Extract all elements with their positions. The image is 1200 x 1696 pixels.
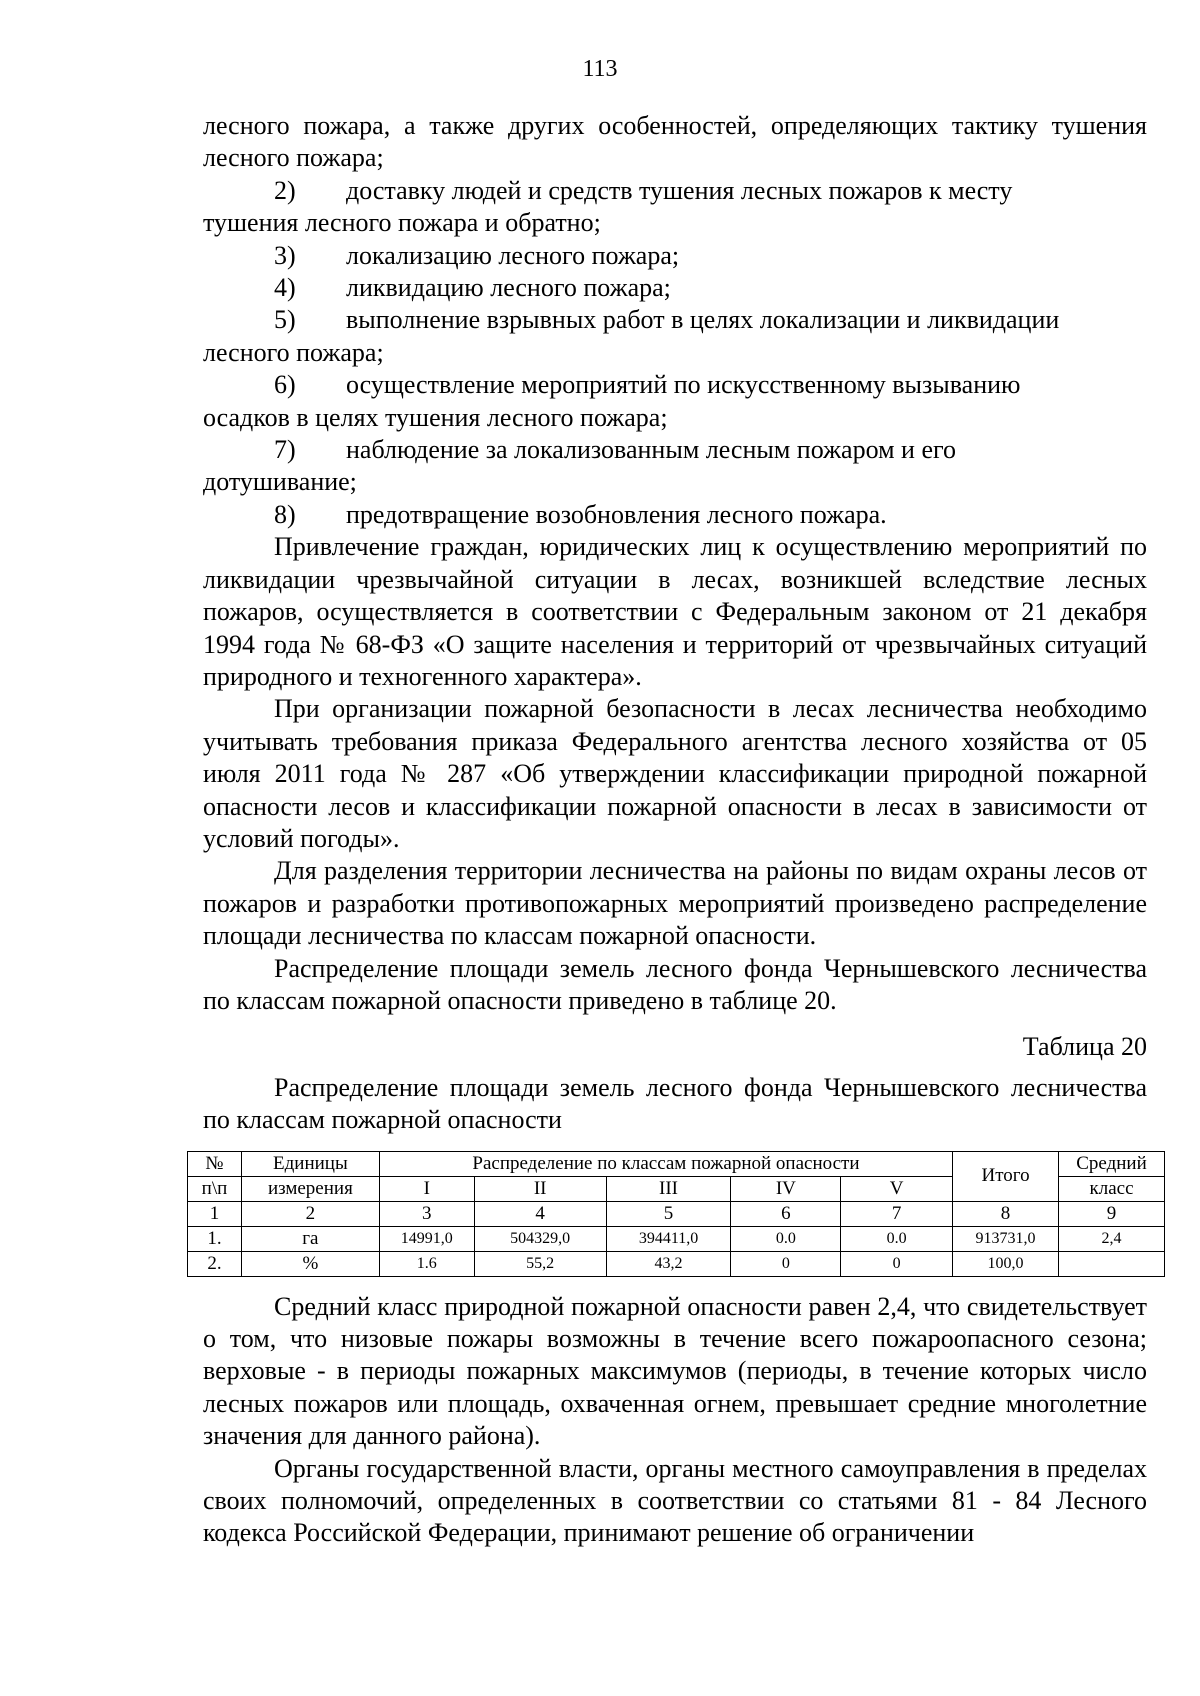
list-item: 2) доставку людей и средств тушения лесных пожаров к месту xyxy=(274,175,1013,205)
header-cell: № xyxy=(188,1151,242,1176)
table-label: Таблица 20 xyxy=(1022,1032,1147,1062)
paragraph: Органы государственной власти, органы местного самоуправления в пределах своих полномочий, определенных в соответствии со статьями 81 - 84 Лесного кодекса Российской Федерации, принимают решение об ограничении xyxy=(203,1453,1147,1548)
page-number: 113 xyxy=(582,56,618,82)
header-cell: II xyxy=(474,1176,606,1201)
paragraph-continuation: лесного пожара, а также других особенностей, определяющих тактику тушения лесного пожара; xyxy=(203,111,1147,173)
list-item: 4) ликвидацию лесного пожара; xyxy=(274,273,671,303)
list-item-continuation: лесного пожара; xyxy=(203,337,384,367)
list-item: 6) осуществление мероприятий по искусственному вызыванию xyxy=(274,370,1021,400)
paragraph: Средний класс природной пожарной опасности равен 2,4, что свидетельствует о том, что низовые пожары возможны в течение всего пожароопасного сезона; верховые - в периоды пожарных максимумов (периоды, в течение которых число лесных пожаров или площадь, охваченная огнем, превышает средние многолетние значения для данного района). xyxy=(203,1291,1147,1451)
header-cell: Распределение по классам пожарной опасности xyxy=(379,1151,952,1176)
header-cell: IV xyxy=(731,1176,841,1201)
header-cell: измерения xyxy=(241,1176,379,1201)
table-row: 2. % 1.6 55,2 43,2 0 0 100,0 xyxy=(188,1251,1165,1276)
document-body xyxy=(203,110,1147,1550)
header-cell: п\п xyxy=(188,1176,242,1201)
list-item: 8) предотвращение возобновления лесного пожара. xyxy=(274,499,887,529)
paragraph: Привлечение граждан, юридических лиц к осуществлению мероприятий по ликвидации чрезвычайной ситуации в лесах, возникшей вследствие лесных пожаров, осуществляется в соответствии с Федеральным законом от 21 декабря 1994 года № 68-ФЗ «О защите населения и территорий от чрезвычайных ситуаций природного и техногенного характера». xyxy=(203,532,1147,691)
list-item: 3) локализацию лесного пожара; xyxy=(274,240,680,270)
header-cell: класс xyxy=(1058,1176,1164,1201)
list-item-continuation: дотушивание; xyxy=(203,467,357,497)
list-item-continuation: тушения лесного пожара и обратно; xyxy=(203,208,601,238)
table-row: 1. га 14991,0 504329,0 394411,0 0.0 0.0 913731,0 2,4 xyxy=(188,1226,1165,1251)
paragraph: Распределение площади земель лесного фонда Чернышевского лесничества по классам пожарной опасности приведено в таблице 20. xyxy=(203,953,1147,1015)
header-cell: Средний xyxy=(1058,1151,1164,1176)
fire-class-table xyxy=(187,1151,1165,1277)
table-caption: Распределение площади земель лесного фонда Чернышевского лесничества по классам пожарной опасности xyxy=(203,1072,1147,1135)
paragraph: Для разделения территории лесничества на районы по видам охраны лесов от пожаров и разработки противопожарных мероприятий произведено распределение площади лесничества по классам пожарной опасности. xyxy=(203,856,1147,951)
table-row: 1 2 3 4 5 6 7 8 9 xyxy=(188,1201,1165,1226)
header-cell: III xyxy=(606,1176,731,1201)
list-item: 5) выполнение взрывных работ в целях локализации и ликвидации xyxy=(274,305,1060,335)
list-item-continuation: осадков в целях тушения лесного пожара; xyxy=(203,402,668,432)
header-cell: Единицы xyxy=(241,1151,379,1176)
header-cell: V xyxy=(841,1176,953,1201)
list-item: 7) наблюдение за локализованным лесным пожаром и его xyxy=(274,435,957,465)
paragraph: При организации пожарной безопасности в лесах лесничества необходимо учитывать требования приказа Федерального агентства лесного хозяйства от 05 июля 2011 года № 287 «Об утверждении классификации природной пожарной опасности лесов и классификации пожарной опасности в лесах в зависимости от условий погоды». xyxy=(203,694,1147,853)
header-cell: I xyxy=(379,1176,474,1201)
header-cell: Итого xyxy=(953,1151,1059,1201)
